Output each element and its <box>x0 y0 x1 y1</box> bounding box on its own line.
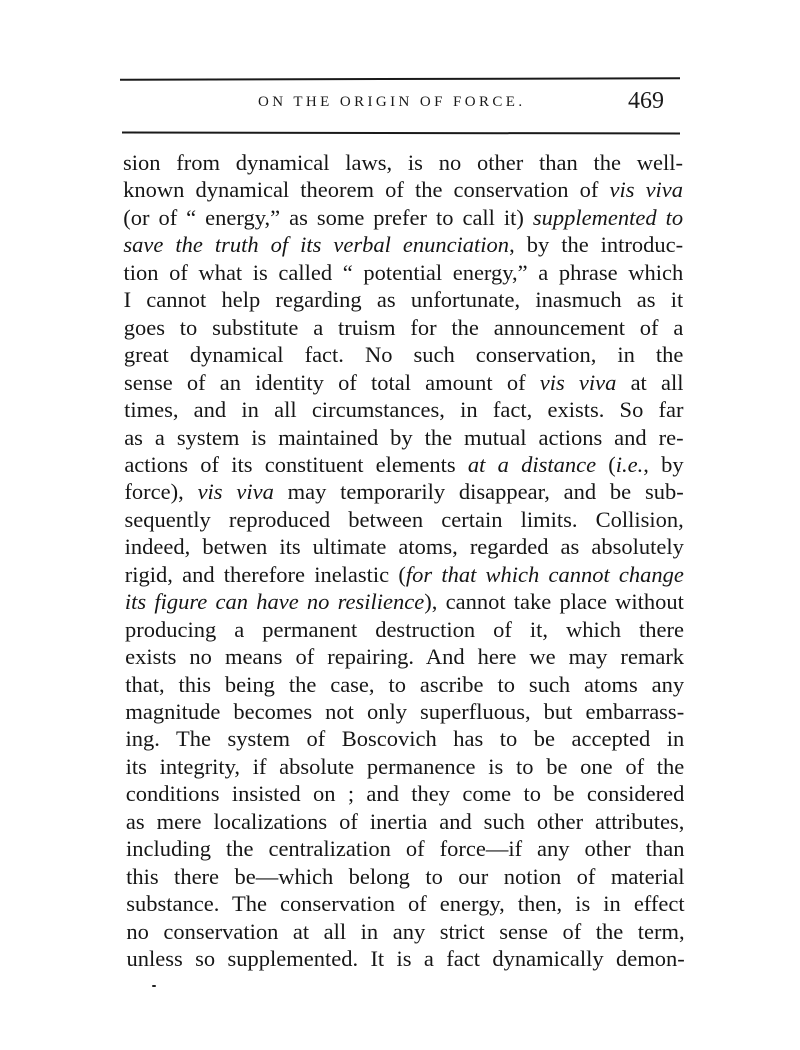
text-line <box>124 399 683 426</box>
text-run: sequently reproduced between certain limits. Collision, <box>124 508 684 532</box>
italic-text: its figure can have no resilience <box>124 591 425 615</box>
text-line <box>126 811 685 838</box>
text-line <box>124 481 683 508</box>
text-run: producing a permanent destruction of it, which there <box>125 618 684 642</box>
text-line <box>125 591 684 618</box>
text-line <box>126 728 685 755</box>
text-run: actions of its constituent elements <box>124 453 468 477</box>
ink-speck <box>152 985 156 987</box>
italic-text: vis viva <box>539 371 617 395</box>
text-line <box>123 179 683 206</box>
text-run: tion of what is called “ potential energy,” a phrase which <box>123 261 684 285</box>
text-line <box>125 701 684 728</box>
italic-text: i.e. <box>615 453 644 477</box>
text-line <box>124 289 684 316</box>
text-line <box>124 454 683 481</box>
text-line <box>126 838 685 865</box>
text-line <box>123 234 683 261</box>
italic-text: vis viva <box>609 179 684 203</box>
text-line <box>123 152 683 179</box>
text-line <box>123 262 683 289</box>
text-line <box>124 372 684 399</box>
text-run: substance. The conservation of energy, then, is in effect <box>126 893 685 917</box>
text-run: times, and in all circumstances, in fact, exists. So far <box>124 399 684 423</box>
text-line <box>125 646 684 673</box>
text-run: , by <box>643 453 684 477</box>
italic-text: supplemented to <box>532 206 684 230</box>
text-line <box>126 756 685 783</box>
text-run: no conservation at all in any strict sense of the term, <box>126 920 685 944</box>
text-run: goes to substitute a truism for the announcement of a <box>123 316 684 340</box>
text-line <box>126 948 684 975</box>
running-title: ON THE ORIGIN OF FORCE. <box>258 94 526 110</box>
page-number: 469 <box>628 88 664 114</box>
header-bottom-rule <box>122 132 680 135</box>
text-run: exists no means of repairing. And here we may remark <box>125 646 685 670</box>
text-run: ( <box>596 453 616 477</box>
italic-text: for that which cannot change <box>405 563 684 587</box>
text-line <box>126 921 684 948</box>
italic-text: at a distance <box>467 453 597 477</box>
text-line <box>124 427 683 454</box>
text-line <box>126 783 685 810</box>
text-run: force), <box>124 481 198 505</box>
text-line <box>125 536 684 563</box>
text-run: that, this being the case, to ascribe to such atoms any <box>125 673 685 697</box>
text-line <box>124 344 684 371</box>
text-run: its integrity, if absolute permanence is to be one of the <box>125 755 685 779</box>
italic-text: vis viva <box>197 481 274 505</box>
text-run: at all <box>616 371 684 395</box>
text-run: including the centralization of force—if any other than <box>126 838 685 862</box>
text-line <box>126 866 684 893</box>
text-run: may temporarily disappear, and be sub- <box>273 481 684 505</box>
text-run: magnitude becomes not only superfluous, but embarrass- <box>125 701 685 724</box>
text-line <box>125 619 684 646</box>
text-run: conditions insisted on ; and they come to be considered <box>125 783 685 807</box>
text-run: unless so supplemented. It is a fact dynamically demon- <box>126 948 685 972</box>
text-line <box>125 509 684 536</box>
text-line <box>125 674 684 701</box>
text-run: as mere localizations of inertia and such other attributes, <box>125 810 685 834</box>
text-run: ), cannot take place without <box>424 591 684 615</box>
text-line <box>125 564 684 591</box>
text-line <box>126 893 684 920</box>
text-run: rigid, and therefore inelastic ( <box>124 563 406 587</box>
text-line <box>124 317 684 344</box>
text-run: sense of an identity of total amount of <box>123 371 540 395</box>
text-run: (or of “ energy,” as some prefer to call it) <box>123 206 533 230</box>
header-top-rule <box>120 77 680 80</box>
text-run: known dynamical theorem of the conservation of <box>123 179 610 203</box>
text-run: this there be—which belong to our notion of material <box>126 865 685 889</box>
text-run: indeed, betwen its ultimate atoms, regarded as absolutely <box>124 536 684 560</box>
text-run: sion from dynamical laws, is no other than the well- <box>123 152 683 175</box>
text-line <box>123 207 683 234</box>
italic-text: save the truth of its verbal enunciation <box>123 234 510 258</box>
text-run: I cannot help regarding as unfortunate, inasmuch as it <box>123 289 684 313</box>
text-run: as a system is maintained by the mutual actions and re- <box>124 426 684 450</box>
text-run: , by the introduc- <box>509 234 684 258</box>
text-run: great dynamical fact. No such conservation, in the <box>123 344 684 368</box>
text-run: ing. The system of Boscovich has to be accepted in <box>125 728 685 752</box>
